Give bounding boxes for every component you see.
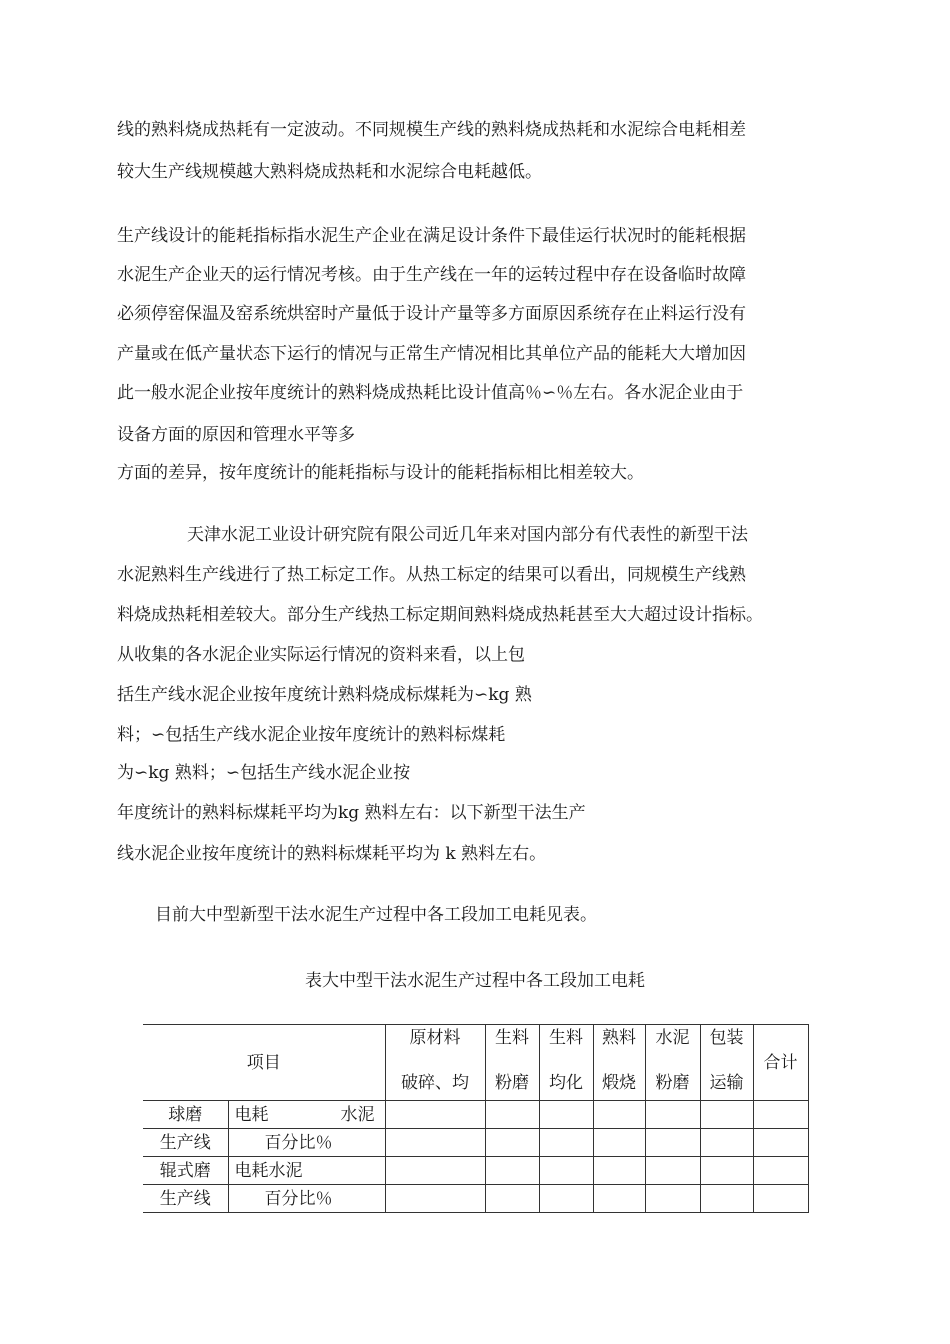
header-col-raw-meal-homogenization xyxy=(539,1025,593,1101)
table-cell xyxy=(385,1157,485,1185)
header-col-raw-material xyxy=(385,1025,485,1101)
paragraph-line: 设备方面的原因和管理水平等多 xyxy=(117,425,355,445)
header-col-top: 生料 xyxy=(495,1028,529,1048)
header-col-total: 合计 xyxy=(753,1025,808,1101)
row-name: 生产线 xyxy=(143,1185,228,1213)
table-row xyxy=(143,1185,808,1213)
paragraph-line: 水泥生产企业天的运行情况考核。由于生产线在一年的运转过程中存在设备临时故障 xyxy=(117,265,746,285)
header-col-top: 熟料 xyxy=(602,1028,636,1048)
header-col-top: 生料 xyxy=(549,1028,583,1048)
table-cell xyxy=(753,1101,808,1129)
paragraph-line: 料烧成热耗相差较大。部分生产线热工标定期间熟料烧成热耗甚至大大超过设计指标。 xyxy=(117,605,763,625)
table-cell xyxy=(593,1185,645,1213)
paragraph-line: 方面的差异，按年度统计的能耗指标与设计的能耗指标相比相差较大。 xyxy=(117,463,644,483)
table-cell xyxy=(593,1101,645,1129)
header-col-top: 包装 xyxy=(709,1028,744,1048)
table-cell xyxy=(485,1101,539,1129)
row-desc: 电耗水泥 xyxy=(228,1157,385,1185)
paragraph-line: 年度统计的熟料标煤耗平均为kg 熟料左右：以下新型干法生产 xyxy=(117,803,586,823)
paragraph-line: 线水泥企业按年度统计的熟料标煤耗平均为 k 熟料左右。 xyxy=(117,844,547,864)
paragraph-line: 必须停窑保温及窑系统烘窑时产量低于设计产量等多方面原因系统存在止料运行没有 xyxy=(117,304,746,324)
table-cell xyxy=(593,1157,645,1185)
paragraph-line: 此一般水泥企业按年度统计的熟料烧成热耗比设计值高％∽％左右。各水泥企业由于 xyxy=(117,383,744,403)
header-col-bottom: 煅烧 xyxy=(602,1073,636,1093)
table-cell xyxy=(539,1185,593,1213)
header-col-bottom: 粉磨 xyxy=(655,1073,690,1093)
paragraph-line: 产量或在低产量状态下运行的情况与正常生产情况相比其单位产品的能耗大大增加因 xyxy=(117,344,746,364)
paragraph-line: 生产线设计的能耗指标指水泥生产企业在满足设计条件下最佳运行状况时的能耗根据 xyxy=(117,226,746,246)
table-row xyxy=(143,1129,808,1157)
table-cell xyxy=(700,1129,753,1157)
header-col-top: 原材料 xyxy=(409,1028,461,1048)
table-cell xyxy=(700,1157,753,1185)
row-desc-a: 电耗 xyxy=(234,1104,269,1125)
header-col-raw-meal-grinding xyxy=(485,1025,539,1101)
header-col-bottom: 运输 xyxy=(709,1073,744,1093)
row-desc: 百分比％ xyxy=(228,1185,385,1213)
header-col-bottom: 破碎、均 xyxy=(401,1073,469,1093)
table-cell xyxy=(645,1185,700,1213)
table-cell xyxy=(485,1129,539,1157)
table-cell xyxy=(645,1101,700,1129)
paragraph-line: 括生产线水泥企业按年度统计熟料烧成标煤耗为∽kg 熟 xyxy=(117,685,532,705)
table-cell xyxy=(753,1157,808,1185)
header-item: 项目 xyxy=(143,1025,385,1101)
row-name: 生产线 xyxy=(143,1129,228,1157)
table-row xyxy=(143,1157,808,1185)
table-header-row xyxy=(143,1025,808,1101)
table-cell xyxy=(485,1185,539,1213)
table-cell xyxy=(485,1157,539,1185)
table-cell xyxy=(753,1129,808,1157)
energy-consumption-table xyxy=(143,1024,809,1213)
paragraph-line: 水泥熟料生产线进行了热工标定工作。从热工标定的结果可以看出，同规模生产线熟 xyxy=(117,565,746,585)
header-col-clinker-burning xyxy=(593,1025,645,1101)
table-cell xyxy=(753,1185,808,1213)
row-desc-b: 水泥 xyxy=(340,1104,375,1125)
row-name: 球磨 xyxy=(143,1101,228,1129)
table-cell xyxy=(539,1129,593,1157)
paragraph-line: 从收集的各水泥企业实际运行情况的资料来看，以上包 xyxy=(117,645,525,665)
paragraph-line: 较大生产线规模越大熟料烧成热耗和水泥综合电耗越低。 xyxy=(117,162,542,182)
paragraph-line: 为∽kg 熟料；∽包括生产线水泥企业按 xyxy=(117,763,411,783)
paragraph-line: 天津水泥工业设计研究院有限公司近几年来对国内部分有代表性的新型干法 xyxy=(187,525,748,545)
table-cell xyxy=(539,1101,593,1129)
paragraph-line: 线的熟料烧成热耗有一定波动。不同规模生产线的熟料烧成热耗和水泥综合电耗相差 xyxy=(117,120,746,140)
row-name: 辊式磨 xyxy=(143,1157,228,1185)
table-cell xyxy=(385,1185,485,1213)
table-cell xyxy=(645,1157,700,1185)
table-cell xyxy=(593,1129,645,1157)
header-col-bottom: 均化 xyxy=(549,1073,583,1093)
row-desc xyxy=(228,1101,385,1129)
header-col-bottom: 粉磨 xyxy=(495,1073,529,1093)
header-col-packing-transport xyxy=(700,1025,753,1101)
table-row xyxy=(143,1101,808,1129)
row-desc: 百分比％ xyxy=(228,1129,385,1157)
table-cell xyxy=(700,1101,753,1129)
table-cell xyxy=(385,1129,485,1157)
paragraph-line: 料；∽包括生产线水泥企业按年度统计的熟料标煤耗 xyxy=(117,725,506,745)
paragraph-line: 目前大中型新型干法水泥生产过程中各工段加工电耗见表。 xyxy=(155,905,597,925)
table-cell xyxy=(385,1101,485,1129)
table-caption: 表大中型干法水泥生产过程中各工段加工电耗 xyxy=(305,971,645,991)
header-col-cement-grinding xyxy=(645,1025,700,1101)
table-cell xyxy=(539,1157,593,1185)
table-cell xyxy=(645,1129,700,1157)
header-col-top: 水泥 xyxy=(655,1028,690,1048)
table-cell xyxy=(700,1185,753,1213)
